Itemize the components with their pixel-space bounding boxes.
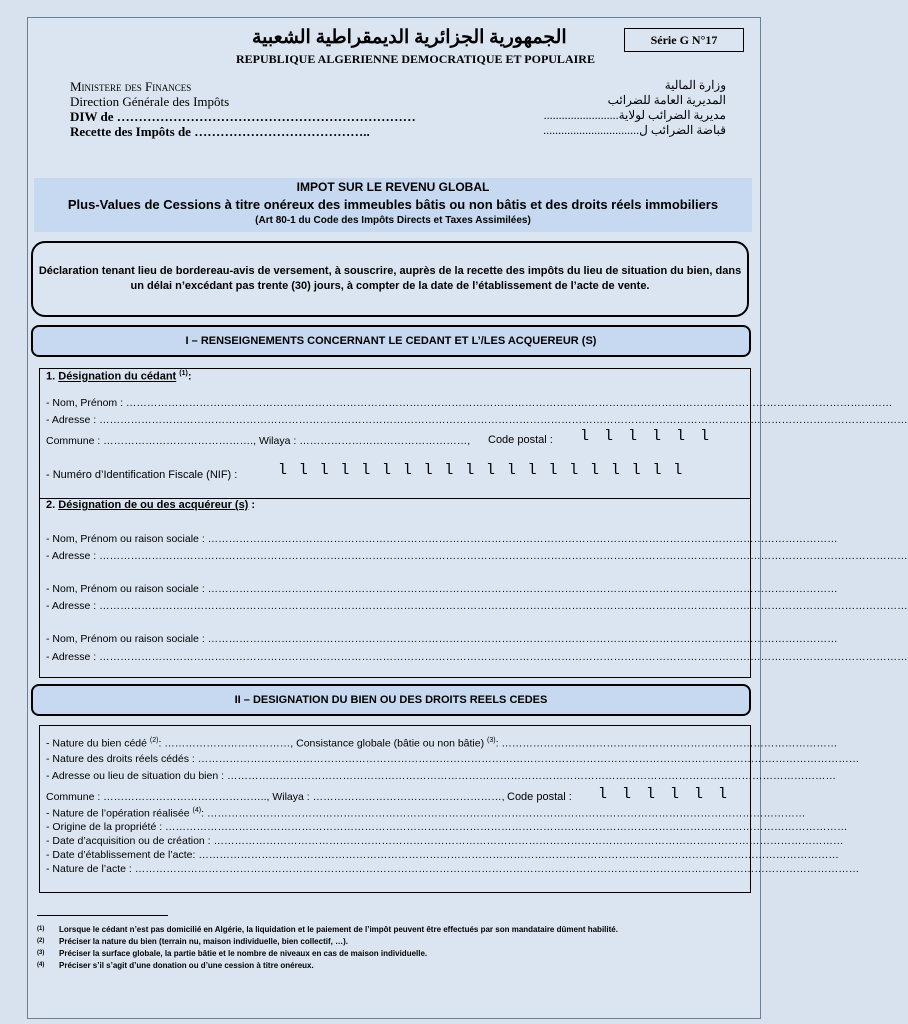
form-subject: Plus-Values de Cessions à titre onéreux des immeubles bâtis ou non bâtis et des droits réels immobiliers — [67, 197, 719, 212]
cedant-commune-field[interactable]: Commune : ……………………………………., Wilaya : …………………………………………, — [46, 435, 471, 447]
diw-arabic-field[interactable]: مديرية الضرائب لولاية......................... — [543, 108, 726, 122]
serie-label: Série G N°17 — [624, 28, 744, 52]
acquereur-1-nom-field[interactable]: - Nom, Prénom ou raison sociale : ……………………………………………………………………………………………………………………………………………………………… — [46, 533, 838, 545]
footnote-3-number: (3) — [37, 950, 45, 956]
footnote-1-number: (1) — [37, 926, 45, 932]
ministere-label: Ministere des Finances — [70, 79, 192, 94]
legal-reference: (Art 80-1 du Code des Impôts Directs et Taxes Assimilées) — [255, 215, 531, 226]
cedant-heading — [46, 370, 192, 383]
acquereur-3-adresse-field[interactable]: - Adresse : …………………………………………………………………………………………………………………………………………………………………………………………………………… — [46, 651, 908, 663]
bien-code-postal-boxes[interactable]: l l l l l l — [598, 786, 731, 803]
section-2-title: II – DESIGNATION DU BIEN OU DES DROITS REELS CEDES — [234, 694, 548, 706]
operation-label: - Nature de l’opération réalisée — [46, 807, 190, 820]
nature-acte-field[interactable]: - Nature de l’acte : ……………………………………………………………………………………………………………………………………………………………………………………… — [46, 863, 860, 875]
acquereur-2-adresse-field[interactable]: - Adresse : …………………………………………………………………………………………………………………………………………………………………………………………………………… — [46, 600, 908, 612]
cedant-adresse-field[interactable]: - Adresse : …………………………………………………………………………………………………………………………………………………………………………………………………………… — [46, 414, 908, 426]
acquereurs-colon: : — [251, 499, 256, 511]
acquereur-2-nom-field[interactable]: - Nom, Prénom ou raison sociale : ……………………………………………………………………………………………………………………………………………………………… — [46, 583, 838, 595]
ministere-arabic: وزارة المالية — [664, 78, 726, 92]
nif-label: - Numéro d’Identification Fiscale (NIF) : — [46, 469, 238, 481]
declaration-notice — [31, 241, 749, 317]
direction-label: Direction Générale des Impôts — [70, 94, 230, 109]
left-header — [70, 79, 416, 139]
operation-note: (4) — [192, 807, 202, 814]
date-etablissement-field[interactable]: - Date d’établissement de l’acte: ………………………………………………………………………………………………………………………………………………………………… — [46, 849, 839, 861]
footnote-2-text: Préciser la nature du bien (terrain nu, maison individuelle, bien collectif, …). — [59, 937, 348, 946]
operation-field[interactable] — [46, 807, 806, 820]
cedant-title: Désignation du cédant — [58, 370, 177, 383]
date-acquisition-field[interactable]: - Date d’acquisition ou de création : ……………………………………………………………………………………………………………………………………………………………… — [46, 835, 844, 847]
footnote-4 — [37, 960, 314, 971]
acquereurs-title: Désignation de ou des acquéreur (s) — [58, 499, 249, 511]
acquereur-3-nom-field[interactable]: - Nom, Prénom ou raison sociale : ……………………………………………………………………………………………………………………………………………………………… — [46, 633, 838, 645]
nature-bien-label: - Nature du bien cédé — [46, 737, 147, 750]
direction-arabic: المديرية العامة للضرائب — [607, 93, 726, 107]
origine-field[interactable]: - Origine de la propriété : …………………………………………………………………………………………………………………………………………………………………………… — [46, 821, 848, 833]
bien-commune-field[interactable]: Commune : ……………………………………….., Wilaya : ………………………………………………, — [46, 791, 505, 803]
operation-rest: : ……………………………………………………………………………………………………………………………………………………… — [201, 807, 806, 820]
footnote-4-number: (4) — [37, 962, 45, 968]
footnote-1-text: Lorsque le cédant n’est pas domicilié en Algérie, la liquidation et le paiement de l’impôt peuvent être effectués par son mandataire dûment habilité. — [59, 925, 618, 934]
right-header-arabic — [543, 78, 726, 138]
acquereurs-heading — [46, 499, 255, 511]
diw-field[interactable]: DIW de …………………………………………………………… — [70, 109, 416, 124]
republic-title: REPUBLIQUE ALGERIENNE DEMOCRATIQUE ET POPULAIRE — [236, 52, 595, 66]
tax-title: IMPOT SUR LE REVENU GLOBAL — [296, 180, 490, 194]
section-2-heading — [31, 684, 751, 716]
footnote-1 — [37, 924, 618, 935]
cedant-code-postal-label: Code postal : — [488, 434, 553, 446]
footnote-divider — [37, 915, 168, 916]
footnote-3-text: Préciser la surface globale, la partie bâtie et le nombre de niveaux en cas de maison individuelle. — [59, 949, 428, 958]
nif-boxes[interactable]: l l l l l l l l l l l l l l l l l l l l — [278, 462, 684, 479]
footnote-2 — [37, 936, 348, 947]
acquereur-1-adresse-field[interactable]: - Adresse : …………………………………………………………………………………………………………………………………………………………………………………………………………… — [46, 550, 908, 562]
footnote-4-text: Préciser s’il s’agit d’une donation ou d’une cession à titre onéreux. — [59, 961, 314, 970]
acquereurs-number: 2. — [46, 499, 56, 511]
consistance-rest: : …………………………………………………………………………………… — [495, 737, 838, 750]
arabic-republic-title: الجمهورية الجزائرية الديمقراطية الشعبية — [252, 27, 567, 48]
adresse-bien-field[interactable]: - Adresse ou lieu de situation du bien : ………………………………………………………………………………………………………………………………………………………… — [46, 770, 836, 782]
cedant-number: 1. — [46, 370, 56, 383]
consistance-note: (3) — [487, 737, 496, 744]
section-1-heading — [31, 325, 751, 357]
section-1-title: I – RENSEIGNEMENTS CONCERNANT LE CEDANT ET L’/LES ACQUEREUR (S) — [185, 335, 597, 347]
declaration-text: Déclaration tenant lieu de bordereau-avis de versement, à souscrire, auprès de la recette des impôts du lieu de situation du bien, dans un délai n’excédant pas trente (30) jours, à compter de la date de l’établissement de l’acte de vente. — [38, 265, 742, 292]
title-band — [34, 178, 752, 232]
cedant-code-postal-boxes[interactable]: l l l l l l — [580, 428, 713, 445]
footnote-3 — [37, 948, 427, 959]
nature-bien-rest: : ………………………………, Consistance globale (bâtie ou non bâtie) — [158, 737, 485, 750]
footnote-2-number: (2) — [37, 938, 45, 944]
cedant-nom-field[interactable]: - Nom, Prénom : ………………………………………………………………………………………………………………………………………………………………………………………………… — [46, 397, 893, 409]
bien-code-postal-label: Code postal : — [507, 791, 572, 803]
recette-arabic-field[interactable]: قباضة الضرائب ل................................ — [543, 123, 726, 137]
recette-field[interactable]: Recette des Impôts de ………………………………….. — [70, 124, 370, 139]
cedant-colon: : — [187, 370, 192, 383]
cedant-note: (1) — [179, 370, 188, 377]
droits-reels-field[interactable]: - Nature des droits réels cédés : ……………………………………………………………………………………………………………………………………………………………………… — [46, 753, 860, 765]
nature-bien-field[interactable] — [46, 737, 838, 750]
nature-bien-note: (2) — [149, 737, 159, 744]
